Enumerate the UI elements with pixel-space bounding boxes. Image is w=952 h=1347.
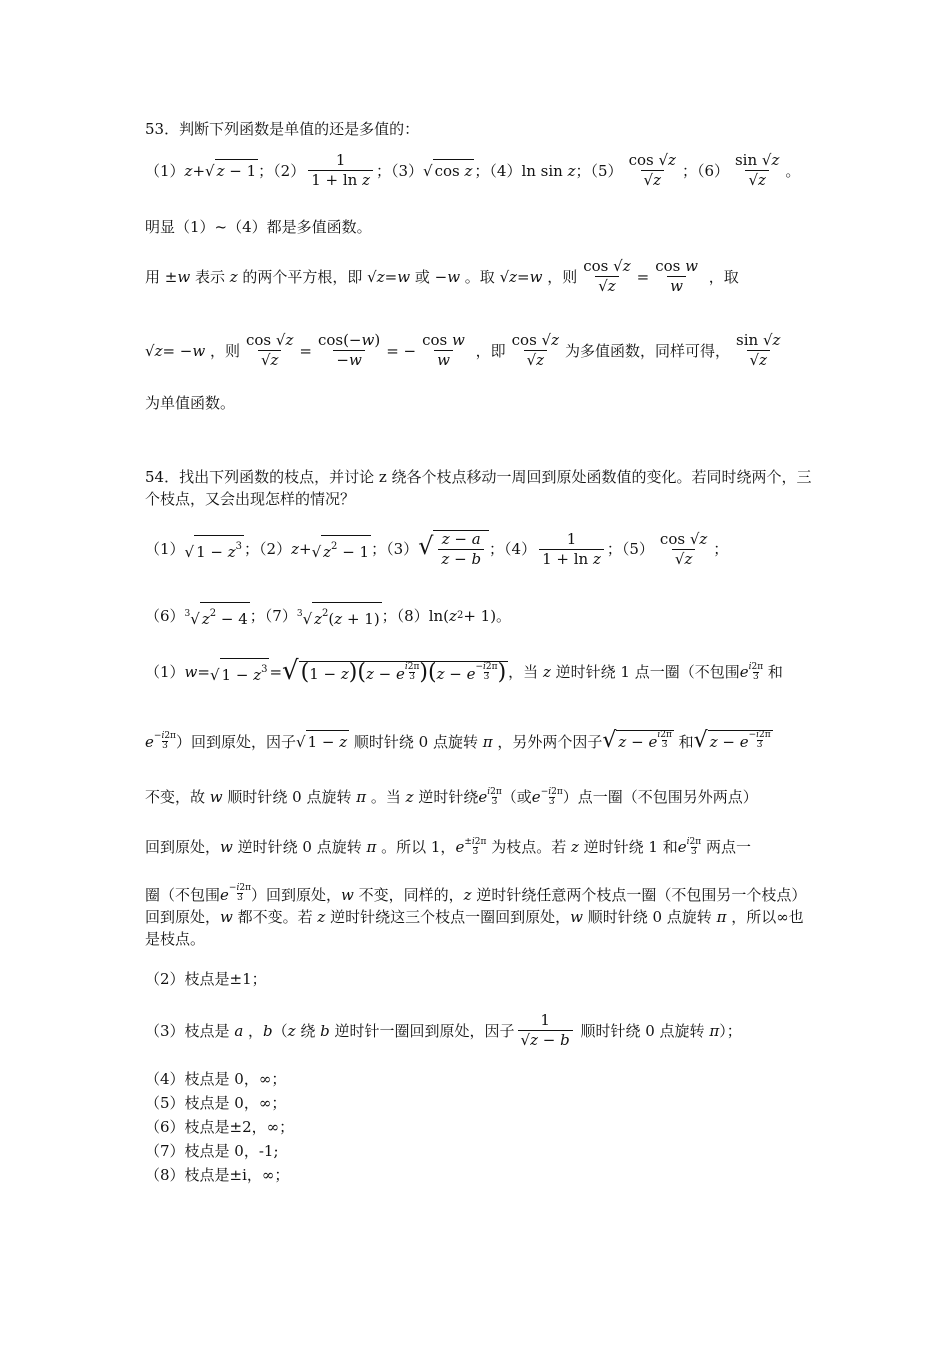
problem-53-line3: 明显（1）~（4）都是多值函数。 — [145, 218, 372, 236]
solution-1-line2: e $\frac{-i2\pi}{3}$ ）回到原处，因子 √ 1 − z 顺时针绕 0 点旋转 π ，另外两个因子 √ z − e $\frac{i2\pi}{3}$ 和 √ z − e $\frac{-i2\pi}{3}$ — [145, 728, 771, 753]
answer-7: （7）枝点是 0，-1; — [145, 1142, 279, 1160]
problem-53-line4: 用 ± w 表示 z 的两个平方根，即 √ z = w 或 − w 。取 √ z = w ，则 $\frac{\cos √z}{√z}$ = $\frac{\text{cos w}}{w}$ ，取 — [145, 257, 739, 296]
problem-54-list2: （6） $^3$√ $z^2 - 4$ ；（7） $^3$√ $z^2(z + 1)$ ；（8）ln( z 2 + 1)。 — [145, 602, 815, 630]
solution-1-line1: （1） w = √ $1 - z^3$ = √(1 − z)(z − e $\frac{i2\pi}{3}$ )(z − e $\frac{-i2\pi}{3}$ ) ，当 z 逆时针绕 1 点一圈（不包围 e $\frac{i2\pi}{3}$ 和 — [145, 655, 783, 686]
answer-8: （8）枝点是±i，∞； — [145, 1166, 290, 1184]
problem-53-items: （1） z + √ z − 1 ；（2） $\frac{1}{\text{1 + ln z}}$ ；（3） √ cos z ；（4）ln sin z；（5） $\frac{\cos √z}{√z}$ ；（6） $\frac{\sin √z}{√z}$ 。 — [145, 151, 801, 190]
answer-3: （3）枝点是 a ， b （ z 绕 b 逆时针一圈回到原处，因子 $\frac{1}{√z - b}$ 顺时针绕 0 点旋转 π ）； — [145, 1011, 742, 1050]
problem-54-list1: （1） √ $1 - z^3$ ；（2） z + √ $z^2 - 1$ ；（3） √ $\frac{z - a}{z - b}$ ；（4） $\frac{1}{\text{1 + ln z}}$ ；（5） $\frac{\cos √z}{√z}$ ； — [145, 529, 729, 569]
solution-1-line3: 不变，故 w 顺时针绕 0 点旋转 π 。当 z 逆时针绕 e $\frac{i2\pi}{3}$ （或 e $\frac{-i2\pi}{3}$ ）点一圈（不包围另外两点） — [145, 786, 758, 807]
problem-53-line5: √ z = − w ，则 $\frac{\cos √z}{√z}$ = $\frac{\cos(-w)}{-w}$ = − $\frac{\text{cos w}}{w}$ ，即 $\frac{\cos √z}{√z}$ 为多值函数，同样可得， $\frac{\sin √z}{√z}$ — [145, 331, 781, 370]
problem-54-title: 54．找出下列函数的枝点，并讨论 z 绕各个枝点移动一周回到原处函数值的变化。若同时绕两个，三个枝点，又会出现怎样的情况？ — [145, 468, 812, 508]
problem-53-line6: 为单值函数。 — [145, 394, 236, 412]
answer-5: （5）枝点是 0，∞； — [145, 1094, 287, 1112]
solution-1-line4: 回到原处， w 逆时针绕 0 点旋转 π 。所以 1， e $\frac{\pm i2\pi}{3}$ 为枝点。若 z 逆时针绕 1 和 e $\frac{i2\pi}{3}$ 两点一 — [145, 836, 751, 857]
answer-4: （4）枝点是 0，∞； — [145, 1070, 287, 1088]
answer-2: （2）枝点是±1； — [145, 970, 267, 988]
answer-6: （6）枝点是±2，∞； — [145, 1118, 295, 1136]
problem-53-title: 53．判断下列函数是单值的还是多值的： — [145, 120, 420, 138]
solution-1-line5: 圈（不包围e $\frac{-i2\pi}{3}$ ）回到原处，w 不变，同样的，z 逆时针绕任意两个枝点一圈（不包围另一个枝点）回到原处，w 都不变。若 z 逆时针绕这三个枝点一圈回到原处，w 顺时针绕 0 点旋转 π ，所以∞也是枝点。 — [145, 883, 807, 948]
